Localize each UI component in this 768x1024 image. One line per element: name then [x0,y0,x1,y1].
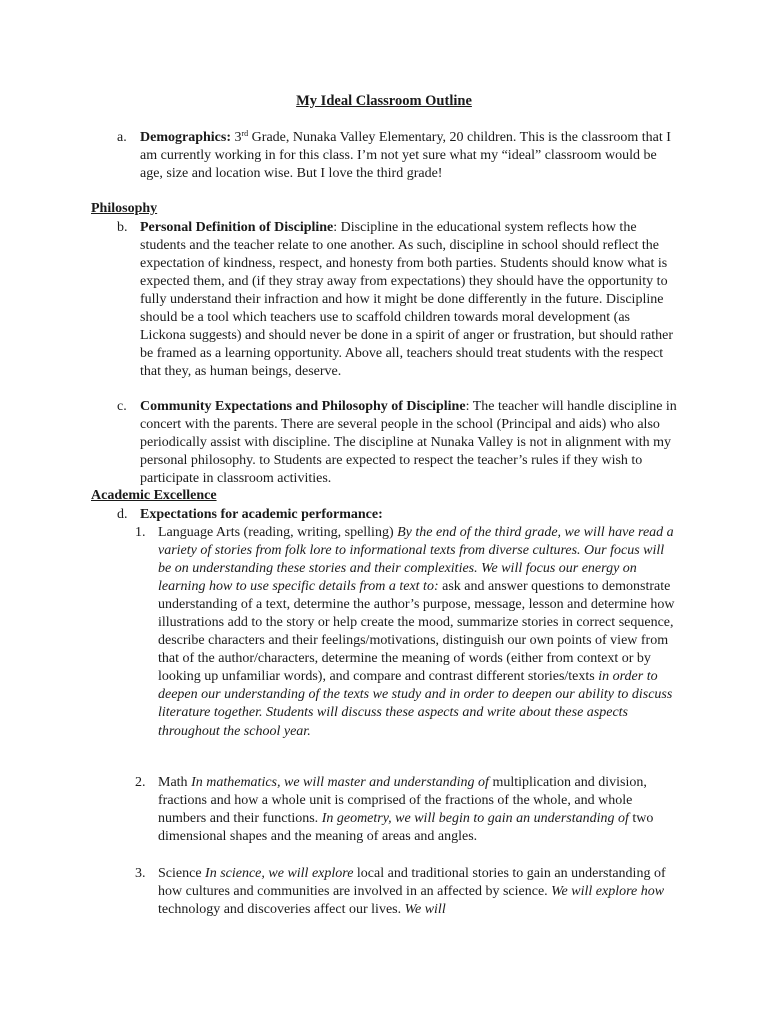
list-marker-3: 3. [135,866,146,881]
language-arts-item: Language Arts (reading, writing, spelling) By the end of the third grade, we will have read a variety of stories from folk lore to informational texts from diverse cultures. Our focus will be on understanding these stories and their complexities. We will focus our energy on learning how to use specific details from a text to: ask and answer questions to demonstrate understanding of a text, determine the author’s purpose, message, lesson and determine how illustrations add to the story or help create the mood, summarize stories in correct sequence, describe characters and their feelings/motivations, distinguish our own points of view from that of the author/characters, determine the meaning of words (either from context or by looking up unfamiliar words), and compare and contrast different stories/texts in order to deepen our understanding of the texts we study and in order to deepen our ability to discuss literature together. Students will discuss these aspects and write about these aspects throughout the school year. [158,525,675,739]
community-expectations-label: Community Expectations and Philosophy of Discipline [140,399,466,414]
community-expectations-text: : The teacher will handle discipline in concert with the parents. There are several people in the school (Principal and aids) who also periodically assist with discipline. The discipline at Nunaka Valley is not in alignment with my personal philosophy. to Students are expected to respect the teacher’s rules if they wish to participate in classroom activities. [140,399,677,487]
science-item: Science In science, we will explore local and traditional stories to gain an understanding of how cultures and communities are involved in an affected by science. We will explore how technology and discoveries affect our lives. We will [158,866,666,918]
list-marker-a: a. [117,130,127,145]
discipline-definition-item [140,219,678,381]
discipline-definition-text: : Discipline in the educational system reflects how the students and the teacher relate to one another. As such, discipline in school should reflect the expectation of kindness, respect, and honesty from both parties. Students should know what is expected them, and (if they stray away from expectations) they should have the opportunity to fully understand their infraction and how it might be done differently in the future. Discipline should be a tool which teachers use to scaffold children towards moral development (as Lickona suggests) and should never be done in a spirit of anger or frustration, but should rather be framed as a learning opportunity. Above all, teachers should treat students with the respect that they, as human beings, deserve. [140,220,674,380]
philosophy-heading: Philosophy [91,201,158,216]
demographics-text: Grade, Nunaka Valley Elementary, 20 children. This is the classroom that I am currently working in for this class. I’m not yet sure what my “ideal” classroom would be age, size and location wise. But I love the third grade! [140,130,671,182]
academic-excellence-heading: Academic Excellence [91,488,217,503]
page-title: My Ideal Classroom Outline [296,93,472,109]
demographics-item [140,129,678,183]
demographics-grade: 3 [234,130,242,145]
demographics-grade-suffix: rd [241,129,249,138]
list-marker-2: 2. [135,775,146,790]
community-expectations-item [140,398,678,488]
math-item: Math In mathematics, we will master and understanding of multiplication and division, fractions and how a whole unit is comprised of the fractions of the whole, and whole numbers and their functions. In geometry, we will begin to gain an understanding of two dimensional shapes and the meaning of areas and angles. [158,775,654,845]
discipline-definition-label: Personal Definition of Discipline [140,220,334,235]
academic-expectations-label: Expectations for academic performance: [140,507,383,522]
list-marker-1: 1. [135,525,146,540]
demographics-label: Demographics: [140,130,231,145]
list-marker-b: b. [117,220,128,235]
list-marker-c: c. [117,399,127,414]
list-marker-d: d. [117,507,128,522]
